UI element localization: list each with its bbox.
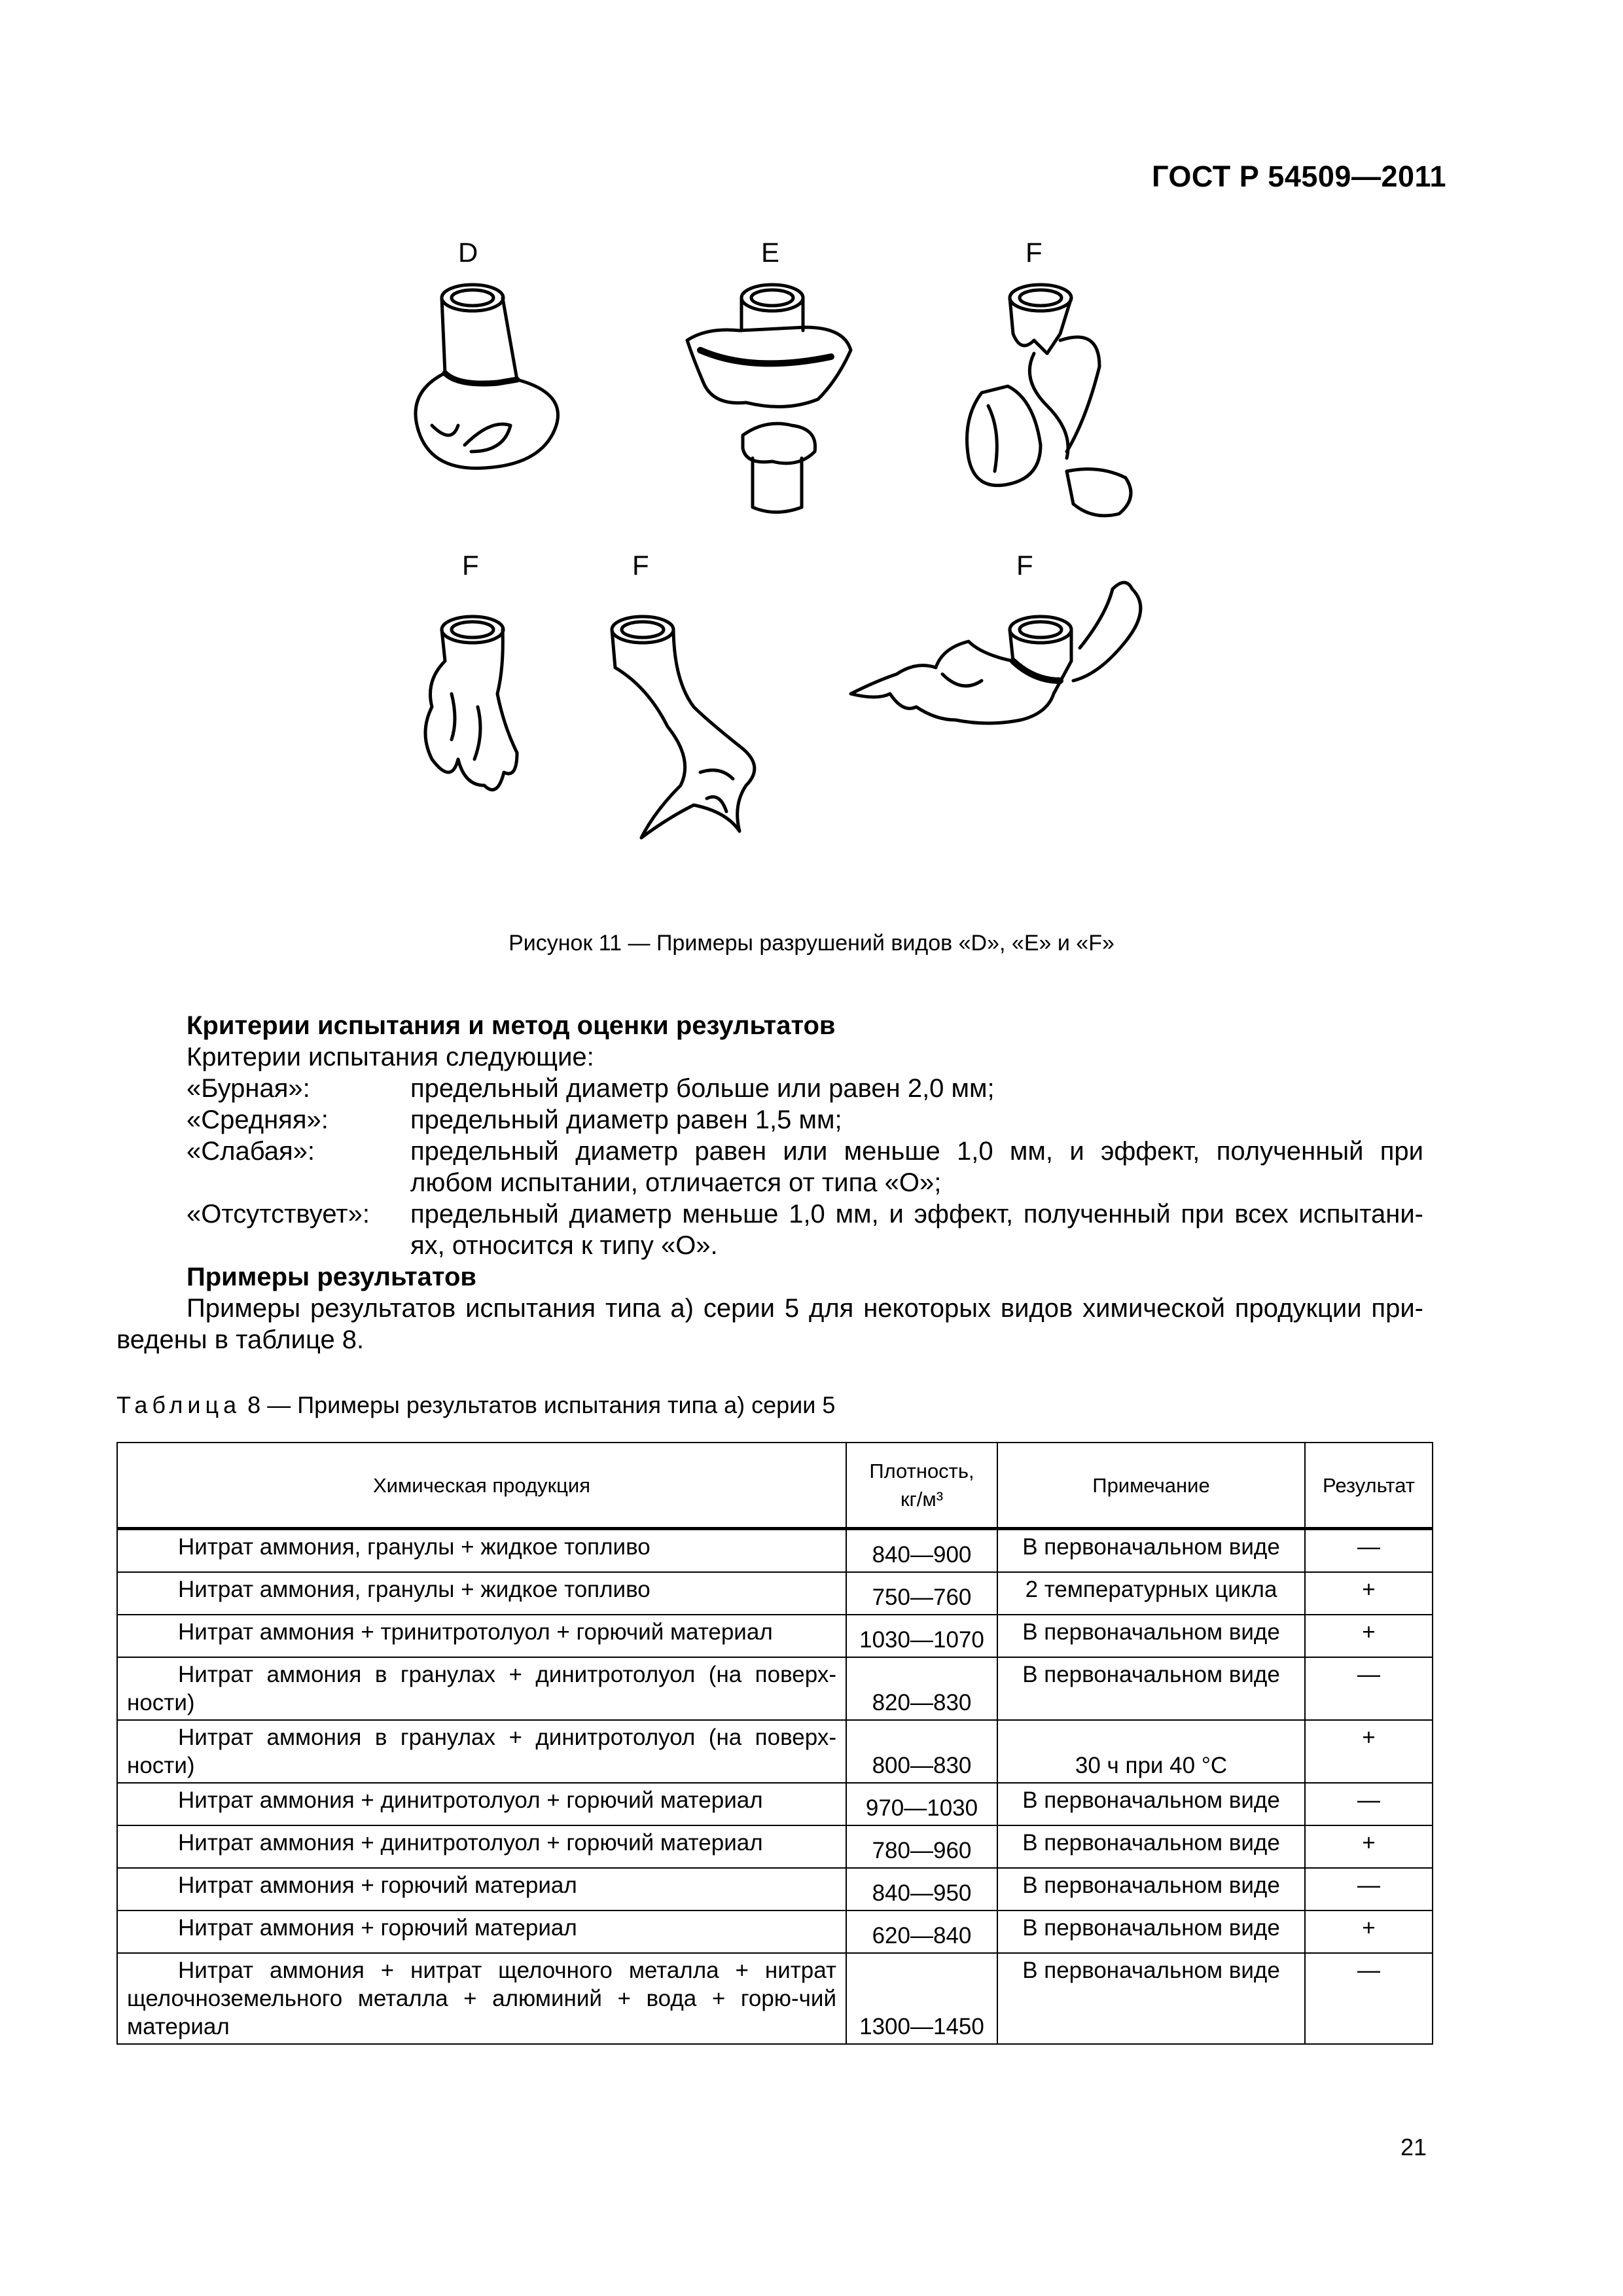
fracture-examples-figure: [0, 0, 1623, 929]
column-header-product: Химическая продукция: [117, 1443, 846, 1529]
table-caption-title: 8 — Примеры результатов испытания типа а) серии 5: [247, 1391, 836, 1418]
product-cell: Нитрат аммония + нитрат щелочного металла + нитрат щелочноземельного металла + алюминий + вода + горю-чий материал: [117, 1953, 846, 2044]
result-cell: —: [1305, 1529, 1433, 1573]
column-header-density: [846, 1443, 997, 1529]
density-cell: 820—830: [846, 1657, 997, 1720]
criterion-definition: предельный диаметр равен 1,5 мм;: [410, 1105, 842, 1134]
note-cell: 30 ч при 40 °С: [997, 1720, 1305, 1783]
density-cell: 750—760: [846, 1572, 997, 1615]
density-cell: 840—900: [846, 1529, 997, 1573]
result-cell: +: [1305, 1720, 1433, 1783]
result-cell: +: [1305, 1910, 1433, 1953]
figure-label-f2: F: [462, 550, 479, 581]
criterion-term: «Бурная»:: [187, 1074, 310, 1103]
figure-caption: Рисунок 11 — Примеры разрушений видов «D», «E» и «F»: [508, 931, 1115, 956]
criterion-definition: предельный диаметр меньше 1,0 мм, и эффект, полученный при всех испытани-: [410, 1200, 1423, 1229]
table-row: [117, 1720, 1433, 1783]
table-row: [117, 1572, 1433, 1615]
examples-heading: Примеры результатов: [187, 1263, 477, 1291]
table-header-row: [117, 1443, 1433, 1529]
figure-label-f1: F: [1026, 237, 1043, 268]
density-cell: 1300—1450: [846, 1953, 997, 2044]
table-row: [117, 1910, 1433, 1953]
result-cell: —: [1305, 1868, 1433, 1910]
flask-f4-drawing: [851, 583, 1141, 723]
figure-label-e: E: [761, 237, 780, 268]
table-row: [117, 1825, 1433, 1868]
table-caption: [116, 1391, 835, 1419]
result-cell: —: [1305, 1953, 1433, 2044]
criterion-definition-cont: любом испытании, отличается от типа «О»;: [410, 1168, 942, 1197]
results-table: [116, 1442, 1433, 2045]
table-caption-word: Таблица: [116, 1391, 241, 1418]
criterion-term: «Слабая»:: [187, 1137, 315, 1166]
criterion-term: «Средняя»:: [187, 1105, 329, 1134]
product-cell: Нитрат аммония + динитротолуол + горючий материал: [117, 1783, 846, 1825]
criterion-definition: предельный диаметр больше или равен 2,0 мм;: [410, 1074, 995, 1103]
density-cell: 780—960: [846, 1825, 997, 1868]
product-cell: Нитрат аммония в гранулах + динитротолуол (на поверх-ности): [117, 1720, 846, 1783]
result-cell: +: [1305, 1825, 1433, 1868]
figure-label-d: D: [458, 237, 478, 268]
table-row: [117, 1529, 1433, 1573]
note-cell: В первоначальном виде: [997, 1953, 1305, 2044]
product-cell: Нитрат аммония, гранулы + жидкое топливо: [117, 1572, 846, 1615]
figure-label-f4: F: [1016, 550, 1033, 581]
product-cell: Нитрат аммония + горючий материал: [117, 1868, 846, 1910]
criterion-term: «Отсутствует»:: [187, 1200, 370, 1229]
product-cell: Нитрат аммония, гранулы + жидкое топливо: [117, 1529, 846, 1573]
criteria-intro: Критерии испытания следующие:: [187, 1043, 594, 1071]
table-row: [117, 1868, 1433, 1910]
criterion-definition-cont: ях, относится к типу «О».: [410, 1231, 718, 1260]
table-row: [117, 1657, 1433, 1720]
column-header-result: Результат: [1305, 1443, 1433, 1529]
density-header-unit: кг/м³: [900, 1488, 944, 1511]
table-row: [117, 1783, 1433, 1825]
examples-paragraph: Примеры результатов испытания типа а) серии 5 для некоторых видов химической продукции при-: [187, 1294, 1423, 1323]
density-cell: 970—1030: [846, 1783, 997, 1825]
note-cell: В первоначальном виде: [997, 1529, 1305, 1573]
product-cell: Нитрат аммония + горючий материал: [117, 1910, 846, 1953]
density-cell: 800—830: [846, 1720, 997, 1783]
column-header-note: Примечание: [997, 1443, 1305, 1529]
table-row: [117, 1615, 1433, 1657]
flask-f3-drawing: [612, 617, 755, 838]
result-cell: +: [1305, 1615, 1433, 1657]
document-code: ГОСТ Р 54509—2011: [1152, 160, 1447, 193]
result-cell: —: [1305, 1657, 1433, 1720]
note-cell: В первоначальном виде: [997, 1868, 1305, 1910]
density-cell: 620—840: [846, 1910, 997, 1953]
note-cell: В первоначальном виде: [997, 1910, 1305, 1953]
result-cell: +: [1305, 1572, 1433, 1615]
criteria-heading: Критерии испытания и метод оценки результатов: [187, 1011, 836, 1040]
note-cell: В первоначальном виде: [997, 1825, 1305, 1868]
flask-f1-drawing: [967, 285, 1132, 516]
density-header-label: Плотность,: [869, 1460, 974, 1482]
flask-f2-drawing: [425, 617, 517, 790]
note-cell: В первоначальном виде: [997, 1657, 1305, 1720]
note-cell: В первоначальном виде: [997, 1783, 1305, 1825]
density-cell: 1030—1070: [846, 1615, 997, 1657]
flask-d-drawing: [416, 285, 558, 468]
flask-e-drawing: [687, 285, 851, 512]
product-cell: Нитрат аммония в гранулах + динитротолуол (на поверх-ности): [117, 1657, 846, 1720]
product-cell: Нитрат аммония + тринитротолуол + горючий материал: [117, 1615, 846, 1657]
note-cell: 2 температурных цикла: [997, 1572, 1305, 1615]
page-number: 21: [1400, 2134, 1427, 2161]
result-cell: —: [1305, 1783, 1433, 1825]
note-cell: В первоначальном виде: [997, 1615, 1305, 1657]
figure-label-f3: F: [632, 550, 649, 581]
criterion-definition: предельный диаметр равен или меньше 1,0 мм, и эффект, полученный при: [410, 1137, 1423, 1166]
table-row: [117, 1953, 1433, 2044]
examples-paragraph-cont: ведены в таблице 8.: [116, 1325, 365, 1354]
density-cell: 840—950: [846, 1868, 997, 1910]
product-cell: Нитрат аммония + динитротолуол + горючий материал: [117, 1825, 846, 1868]
